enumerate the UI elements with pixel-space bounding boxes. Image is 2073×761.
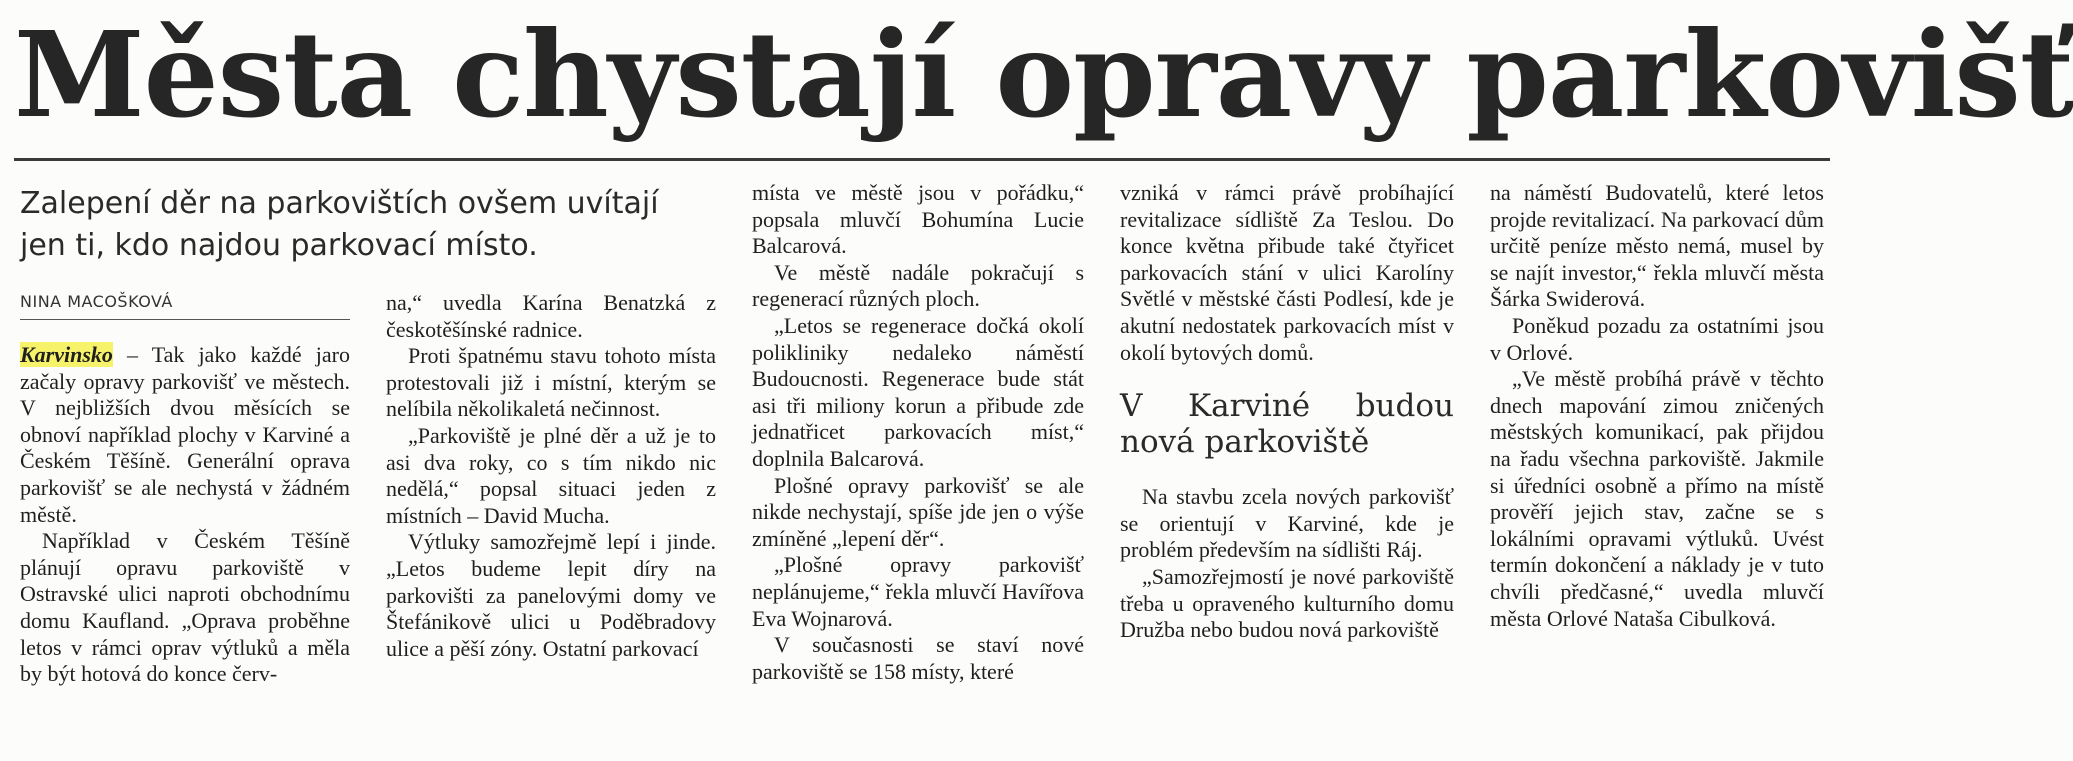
paragraph: „Parkoviště je plné děr a už je to asi dva roky, co s tím nikdo nic nedělá,“ popsal situaci jeden z místních – David Mucha. bbox=[386, 422, 716, 528]
paragraph: „Samozřejmostí je nové parkoviště třeba u opraveného kulturního domu Družba nebo budou nová parkoviště bbox=[1120, 563, 1454, 643]
deck-subtitle: Zalepení děr na parkovištích ovšem uvítají jen ti, kdo najdou parkovací místo. bbox=[20, 186, 659, 263]
paragraph: Například v Českém Těšíně plánují opravu parkoviště v Ostravské ulici naproti obchodnímu domu Kaufland. „Oprava proběhne letos v rámci oprav výtluků a měla by být hotová do konce červ- bbox=[20, 528, 350, 687]
article-column-1 bbox=[20, 342, 350, 688]
paragraph-lead bbox=[20, 342, 350, 528]
paragraph: Výtluky samozřejmě lepí i jinde. „Letos budeme lepit díry na parkovišti za panelovými domy ve Štefánikově ulici u Poděbradovy ulice a pěší zóny. Ostatní parkovací bbox=[386, 529, 716, 661]
paragraph: Na stavbu zcela nových parkovišť se orientují v Karviné, kde je problém především na sídlišti Ráj. bbox=[1120, 484, 1454, 563]
paragraph: na,“ uvedla Karína Benatzká z českotěšínské radnice. bbox=[386, 290, 716, 342]
paragraph: „Letos se regenerace dočká okolí polikliniky nedaleko náměstí Budoucnosti. Regenerace bude stát asi tři miliony korun a přibude zde jednatřicet parkovacích míst,“ doplnila Balcarová. bbox=[752, 312, 1084, 471]
section-subheading: V Karviné budou nová parkoviště bbox=[1120, 388, 1454, 461]
article-column-3 bbox=[752, 180, 1084, 685]
paragraph: Ve městě nadále pokračují s regenerací různých ploch. bbox=[752, 259, 1084, 312]
lead-text: – Tak jako každé jaro začaly opravy parkovišť ve městech. V nejbližších dvou měsících se obnoví například plochy v Karviné a Českém Těšíně. Generální oprava parkovišť se ale nechystá v žádném městě. bbox=[20, 342, 350, 527]
author-byline: NINA MACOŠKOVÁ bbox=[20, 292, 350, 320]
article-column-2 bbox=[386, 290, 716, 662]
paragraph: Plošné opravy parkovišť se ale nikde nechystají, spíše jde jen o výše zmíněné „lepení děr“. bbox=[752, 472, 1084, 551]
place-label: Karvinsko bbox=[20, 342, 113, 367]
paragraph: Proti špatnému stavu tohoto místa protestovali již i místní, kterým se nelíbila několikaletá nečinnost. bbox=[386, 343, 716, 422]
article-column-5 bbox=[1490, 180, 1824, 632]
article-column-4 bbox=[1120, 180, 1454, 644]
paragraph: „Ve městě probíhá právě v těchto dnech mapování zimou zničených městských komunikací, pak přijdou na řadu všechna parkoviště. Jakmile si úředníci osobně a přímo na místě prověří jejich stav, začne se s lokálními opravami výtluků. Uvést termín dokončení a náklady je v tuto chvíli předčasné,“ uvedla mluvčí města Orlové Nataša Cibulková. bbox=[1490, 366, 1824, 631]
paragraph: vzniká v rámci právě probíhající revitalizace sídliště Za Teslou. Do konce května přibude také čtyřicet parkovacích stání v ulici Karolíny Světlé v městské části Podlesí, kde je akutní nedostatek parkovacích míst v okolí bytových domů. bbox=[1120, 180, 1454, 365]
paragraph: V současnosti se staví nové parkoviště se 158 místy, které bbox=[752, 632, 1084, 684]
paragraph: Poněkud pozadu za ostatními jsou v Orlové. bbox=[1490, 312, 1824, 365]
headline-rule bbox=[14, 158, 1830, 161]
paragraph: na náměstí Budovatelů, které letos projde revitalizací. Na parkovací dům určitě peníze město nemá, musel by se najít investor,“ řekla mluvčí města Šárka Swiderová. bbox=[1490, 180, 1824, 312]
paragraph: „Plošné opravy parkovišť neplánujeme,“ řekla mluvčí Havířova Eva Wojnarová. bbox=[752, 552, 1084, 631]
headline: Města chystají opravy parkovišť bbox=[14, 5, 2073, 144]
paragraph: místa ve městě jsou v pořádku,“ popsala mluvčí Bohumína Lucie Balcarová. bbox=[752, 180, 1084, 259]
